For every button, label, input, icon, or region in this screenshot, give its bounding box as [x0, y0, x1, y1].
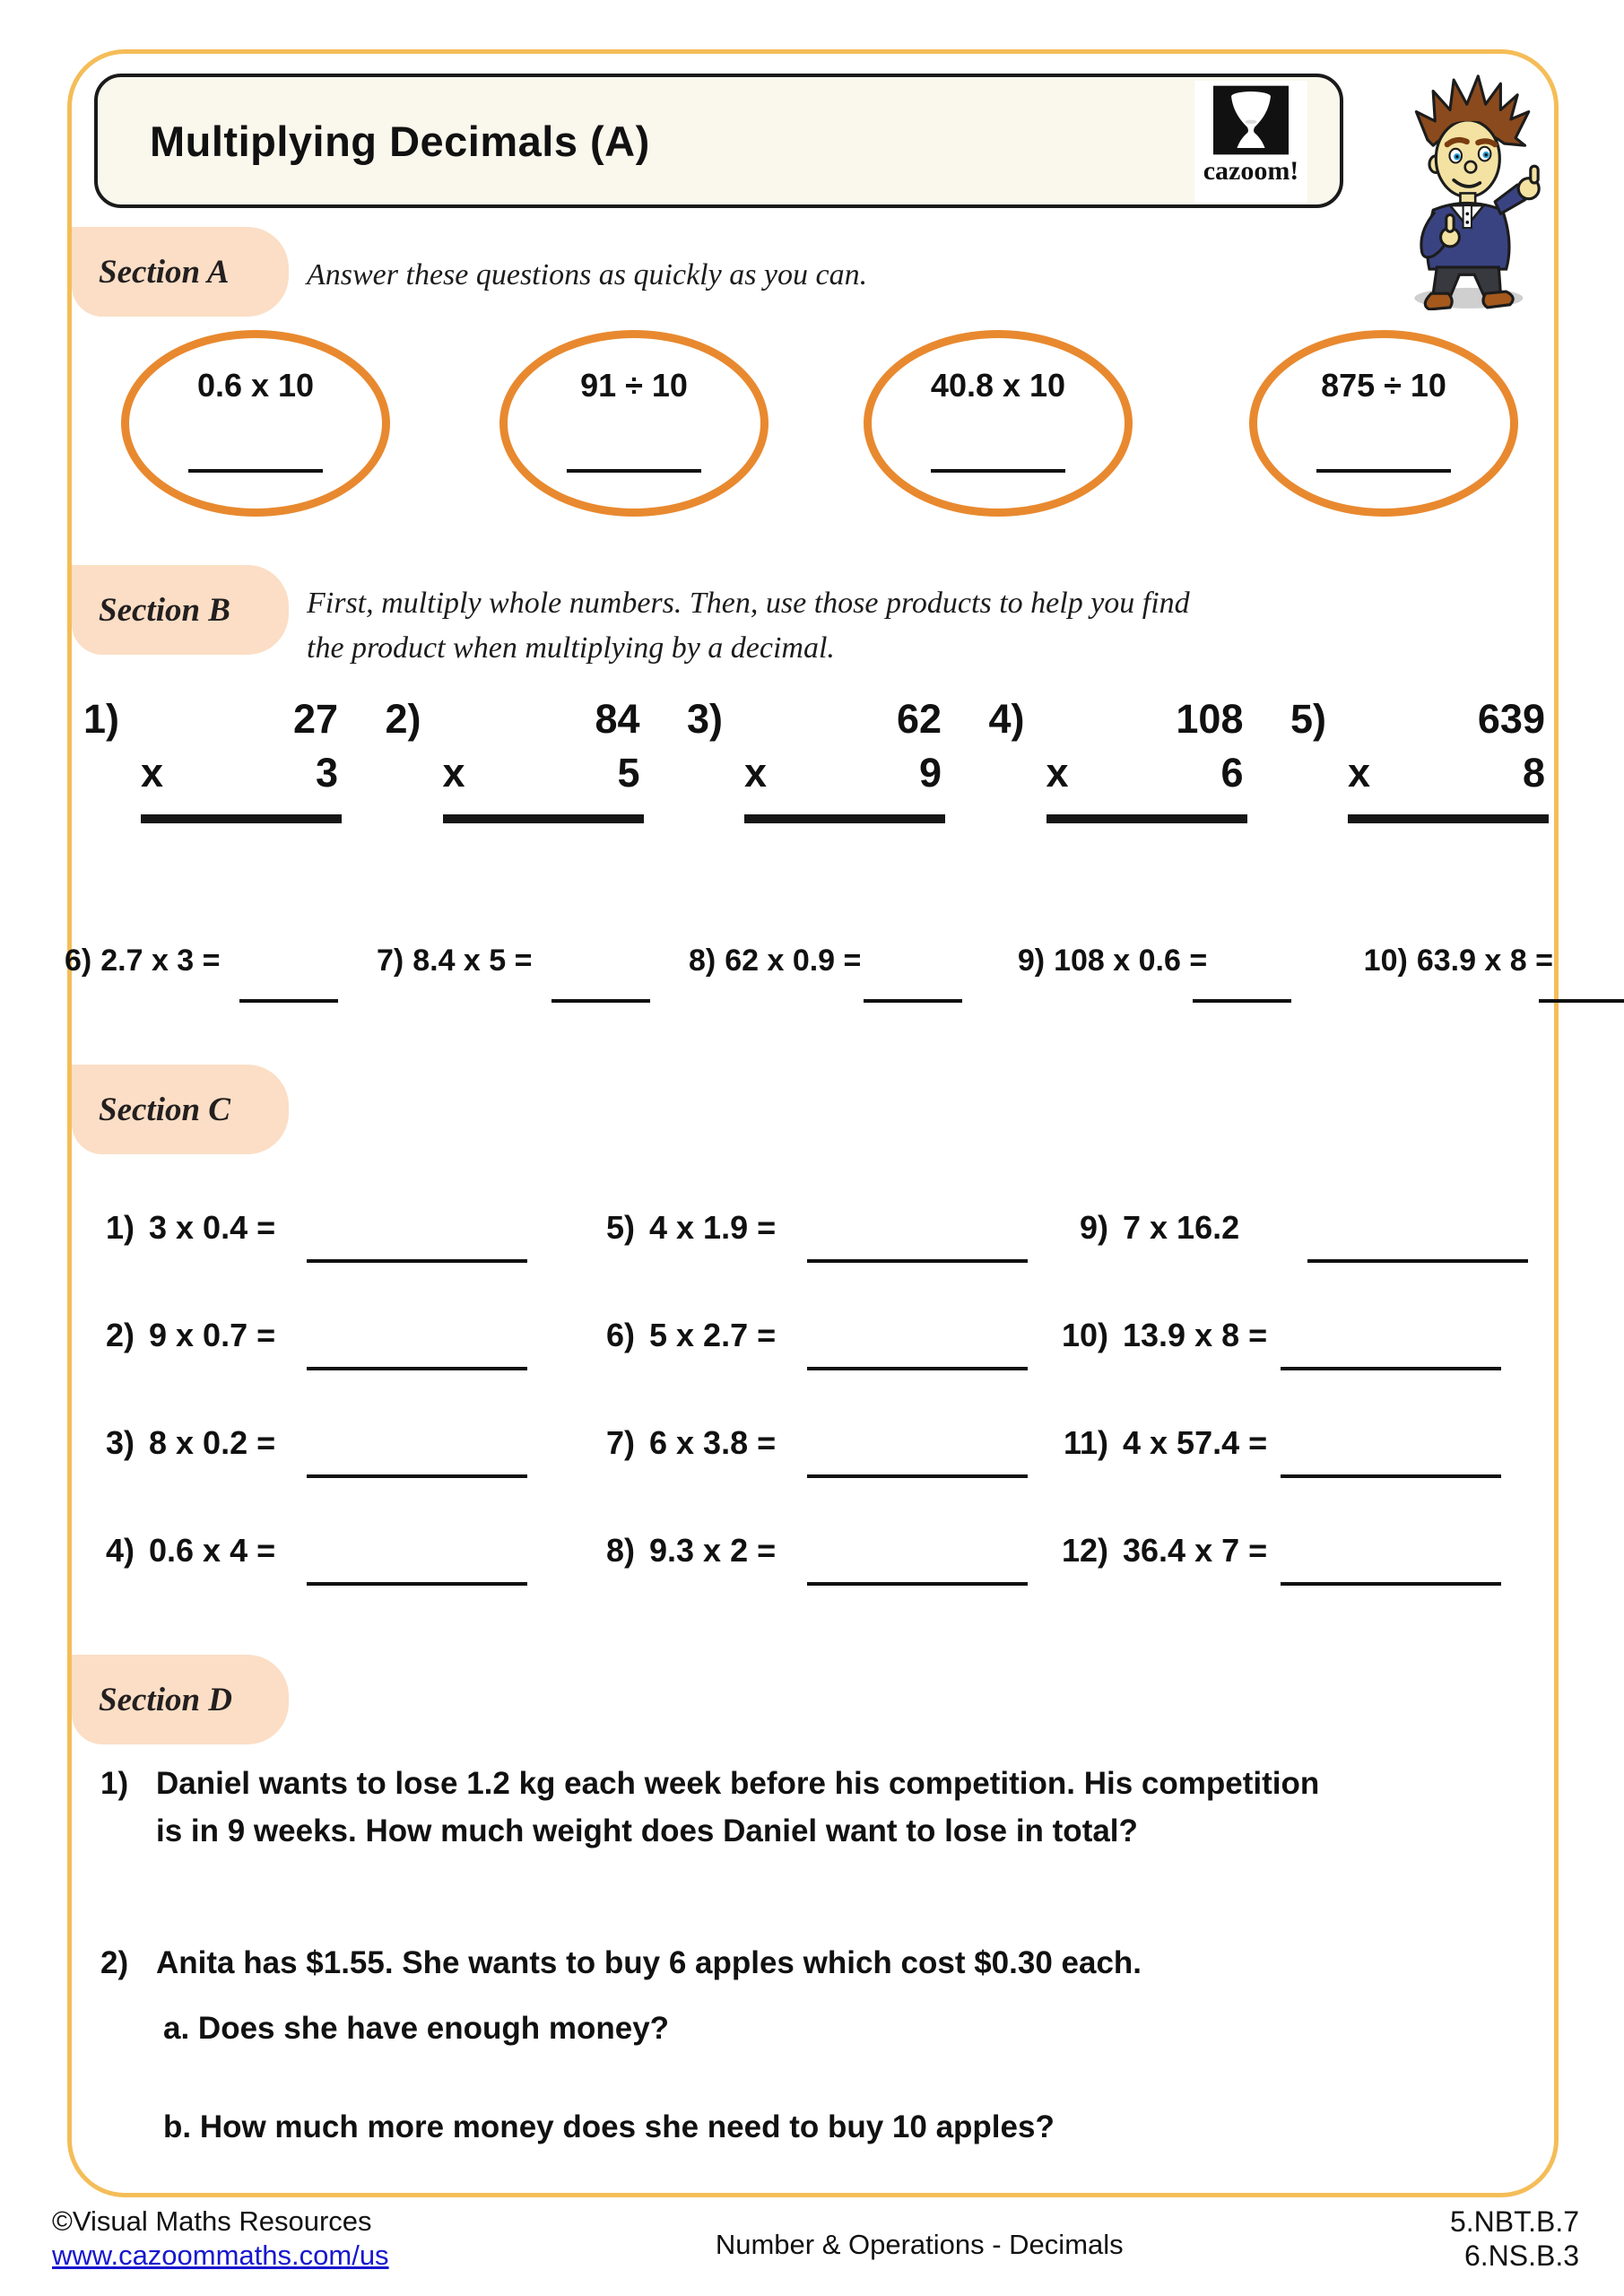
- problem-number: 9): [1079, 1209, 1108, 1246]
- problem-expression: 7 x 16.2: [1123, 1209, 1240, 1246]
- vertical-problem: [386, 692, 644, 823]
- problem-number: 5): [1290, 696, 1327, 742]
- problem-expression: 62 x 0.9 =: [725, 944, 862, 978]
- problem-number: 3): [687, 696, 724, 742]
- section-c-label: Section C: [99, 1091, 230, 1128]
- vertical-problem: [1290, 692, 1549, 823]
- section-d-badge: [72, 1655, 289, 1744]
- problem-number: 9): [1017, 944, 1046, 978]
- answer-line: [1539, 999, 1624, 1003]
- c-problem: [81, 1317, 275, 1354]
- section-c-row: [0, 1532, 1624, 1639]
- problem-number: 10): [1363, 944, 1408, 978]
- footer-standards: [1450, 2205, 1579, 2273]
- problem-number: 2): [105, 1317, 135, 1353]
- section-b-badge: [72, 565, 289, 655]
- answer-line: [307, 1367, 527, 1370]
- multiplicand: 108: [1176, 696, 1244, 742]
- problem-number: 1): [105, 1209, 135, 1246]
- vertical-problem: [989, 692, 1247, 823]
- answer-line: [1281, 1474, 1501, 1478]
- vertical-problem: [687, 692, 945, 823]
- website-link[interactable]: www.cazoommaths.com/us: [52, 2239, 389, 2271]
- problem-expression: 0.6 x 4 =: [149, 1532, 276, 1569]
- title-bar: [94, 74, 1343, 208]
- c-problem: [1055, 1424, 1267, 1462]
- section-b-label: Section B: [99, 591, 230, 629]
- multiplier: 5: [617, 750, 640, 796]
- word-problem-2b: b. How much more money does she need to buy 10 apples?: [163, 2109, 1055, 2144]
- inline-problem: [689, 944, 861, 1042]
- times-sign: x: [442, 750, 465, 796]
- section-d-label: Section D: [99, 1681, 233, 1718]
- section-b-instruction-line1: First, multiply whole numbers. Then, use those products to help you find: [307, 587, 1190, 620]
- mascot-boy-thumbs-up: [1392, 57, 1551, 310]
- answer-line: [307, 1259, 527, 1263]
- c-problem: [581, 1317, 776, 1354]
- word-problem-2: [100, 1939, 1499, 1987]
- answer-line: [807, 1582, 1028, 1586]
- answer-line: [239, 999, 338, 1003]
- problem-expression: 36.4 x 7 =: [1123, 1532, 1268, 1569]
- answer-line: [807, 1259, 1028, 1263]
- answer-line: [1307, 1259, 1528, 1263]
- problem-expression: 63.9 x 8 =: [1416, 944, 1553, 978]
- problem-expression: 9 x 0.7 =: [149, 1317, 276, 1353]
- c-problem: [81, 1209, 275, 1247]
- problem-expression: 9.3 x 2 =: [649, 1532, 777, 1569]
- problem-number: 5): [605, 1209, 635, 1246]
- word-problem-1-line1: Daniel wants to lose 1.2 kg each week before his competition. His competition: [156, 1766, 1320, 1801]
- section-a-badge: [72, 227, 289, 317]
- section-b-instruction: [307, 581, 1190, 671]
- goblet-drum-icon: [1213, 84, 1289, 156]
- problem-number: 10): [1061, 1317, 1108, 1353]
- answer-line: [188, 469, 323, 473]
- times-sign: x: [744, 750, 768, 796]
- multiplier: 6: [1220, 750, 1244, 796]
- multiplier: 8: [1522, 750, 1545, 796]
- standard-code-1: 5.NBT.B.7: [1449, 2205, 1579, 2238]
- times-sign: x: [141, 750, 164, 796]
- section-b-instruction-line2: the product when multiplying by a decimal.: [307, 631, 835, 665]
- problem-number: 6): [605, 1317, 635, 1353]
- problem-expression: 3 x 0.4 =: [149, 1209, 276, 1246]
- word-problem-1: [100, 1760, 1499, 1855]
- problem-expression: 2.7 x 3 =: [100, 944, 221, 978]
- answer-bar: [744, 814, 945, 823]
- problem-number: 1): [100, 1766, 129, 1801]
- answer-line: [1281, 1367, 1501, 1370]
- problem-expression: 5 x 2.7 =: [649, 1317, 777, 1353]
- problem-expression: 8 x 0.2 =: [149, 1424, 276, 1461]
- problem-expression: 6 x 3.8 =: [649, 1424, 777, 1461]
- copyright-text: ©Visual Maths Resources: [52, 2205, 372, 2237]
- multiplicand: 62: [896, 696, 942, 742]
- problem-number: 2): [100, 1945, 129, 1980]
- answer-bar: [1046, 814, 1247, 823]
- problem-expression: 8.4 x 5 =: [413, 944, 533, 978]
- c-problem: [81, 1532, 275, 1570]
- inline-problems-row: [65, 944, 1553, 1042]
- oval-problem: [1249, 330, 1518, 517]
- c-problem: [81, 1424, 275, 1462]
- footer-topic: Number & Operations - Decimals: [715, 2229, 1124, 2260]
- section-c-row: [0, 1209, 1624, 1317]
- multiplicand: 639: [1477, 696, 1545, 742]
- c-problem: [1055, 1532, 1267, 1570]
- answer-line: [807, 1367, 1028, 1370]
- oval-problem-text: 875 ÷ 10: [1321, 367, 1446, 404]
- answer-line: [307, 1582, 527, 1586]
- c-problem: [581, 1209, 776, 1247]
- problem-number: 11): [1063, 1424, 1108, 1461]
- c-problem: [1055, 1317, 1267, 1354]
- problem-number: 2): [385, 696, 421, 742]
- c-problem: [1055, 1209, 1239, 1247]
- oval-problem: [864, 330, 1133, 517]
- problem-number: 8): [605, 1532, 635, 1569]
- answer-line: [307, 1474, 527, 1478]
- oval-problem: [121, 330, 390, 517]
- answer-line: [807, 1474, 1028, 1478]
- word-problem-2-text: Anita has $1.55. She wants to buy 6 apples which cost $0.30 each.: [156, 1945, 1142, 1980]
- problem-number: 8): [688, 944, 716, 978]
- logo-wordmark: cazoom!: [1203, 156, 1299, 186]
- section-a-instruction: Answer these questions as quickly as you can.: [307, 258, 868, 291]
- vertical-problems-row: [83, 692, 1549, 823]
- vertical-problem: [83, 692, 342, 823]
- answer-line: [864, 999, 962, 1003]
- multiplier: 3: [315, 750, 338, 796]
- problem-expression: 108 x 0.6 =: [1054, 944, 1208, 978]
- answer-line: [551, 999, 650, 1003]
- inline-problem: [1018, 944, 1207, 1042]
- problem-number: 12): [1061, 1532, 1108, 1569]
- problem-number: 1): [83, 696, 120, 742]
- problem-number: 7): [605, 1424, 635, 1461]
- c-problem: [581, 1424, 776, 1462]
- section-a-label: Section A: [99, 253, 230, 291]
- word-problem-1-line2: is in 9 weeks. How much weight does Daniel want to lose in total?: [156, 1813, 1138, 1848]
- footer-credits: [52, 2205, 389, 2273]
- standard-code-2: 6.NS.B.3: [1463, 2239, 1579, 2272]
- multiplier: 9: [918, 750, 942, 796]
- multiplicand: 27: [292, 696, 338, 742]
- answer-bar: [141, 814, 342, 823]
- c-problem: [581, 1532, 776, 1570]
- section-c-badge: [72, 1065, 289, 1154]
- oval-problem-text: 0.6 x 10: [196, 367, 315, 404]
- oval-problem-text: 91 ÷ 10: [580, 367, 688, 404]
- answer-bar: [1348, 814, 1549, 823]
- section-c-row: [0, 1424, 1624, 1532]
- answer-line: [1281, 1582, 1501, 1586]
- answer-bar: [443, 814, 644, 823]
- footer: [52, 2205, 1579, 2273]
- inline-problem: [65, 944, 221, 1042]
- word-problem-2a: a. Does she have enough money?: [163, 2011, 670, 2046]
- times-sign: x: [1348, 750, 1371, 796]
- problem-number: 6): [65, 944, 92, 978]
- inline-problem: [377, 944, 533, 1042]
- oval-problem-text: 40.8 x 10: [930, 367, 1066, 404]
- problem-expression: 13.9 x 8 =: [1123, 1317, 1268, 1353]
- problem-number: 7): [376, 944, 404, 978]
- word-problem-1-text: [156, 1760, 1319, 1855]
- problem-number: 3): [105, 1424, 135, 1461]
- problem-number: 4): [988, 696, 1025, 742]
- problem-expression: 4 x 57.4 =: [1123, 1424, 1268, 1461]
- answer-line: [567, 469, 701, 473]
- multiplicand: 84: [595, 696, 640, 742]
- times-sign: x: [1046, 750, 1069, 796]
- section-c-row: [0, 1317, 1624, 1424]
- oval-problem: [499, 330, 769, 517]
- problem-number: 4): [105, 1532, 135, 1569]
- problem-expression: 4 x 1.9 =: [649, 1209, 777, 1246]
- answer-line: [931, 469, 1065, 473]
- page-title: Multiplying Decimals (A): [150, 117, 650, 165]
- answer-line: [1316, 469, 1451, 473]
- answer-line: [1193, 999, 1291, 1003]
- inline-problem: [1364, 944, 1553, 1042]
- cazoom-logo: [1194, 81, 1307, 203]
